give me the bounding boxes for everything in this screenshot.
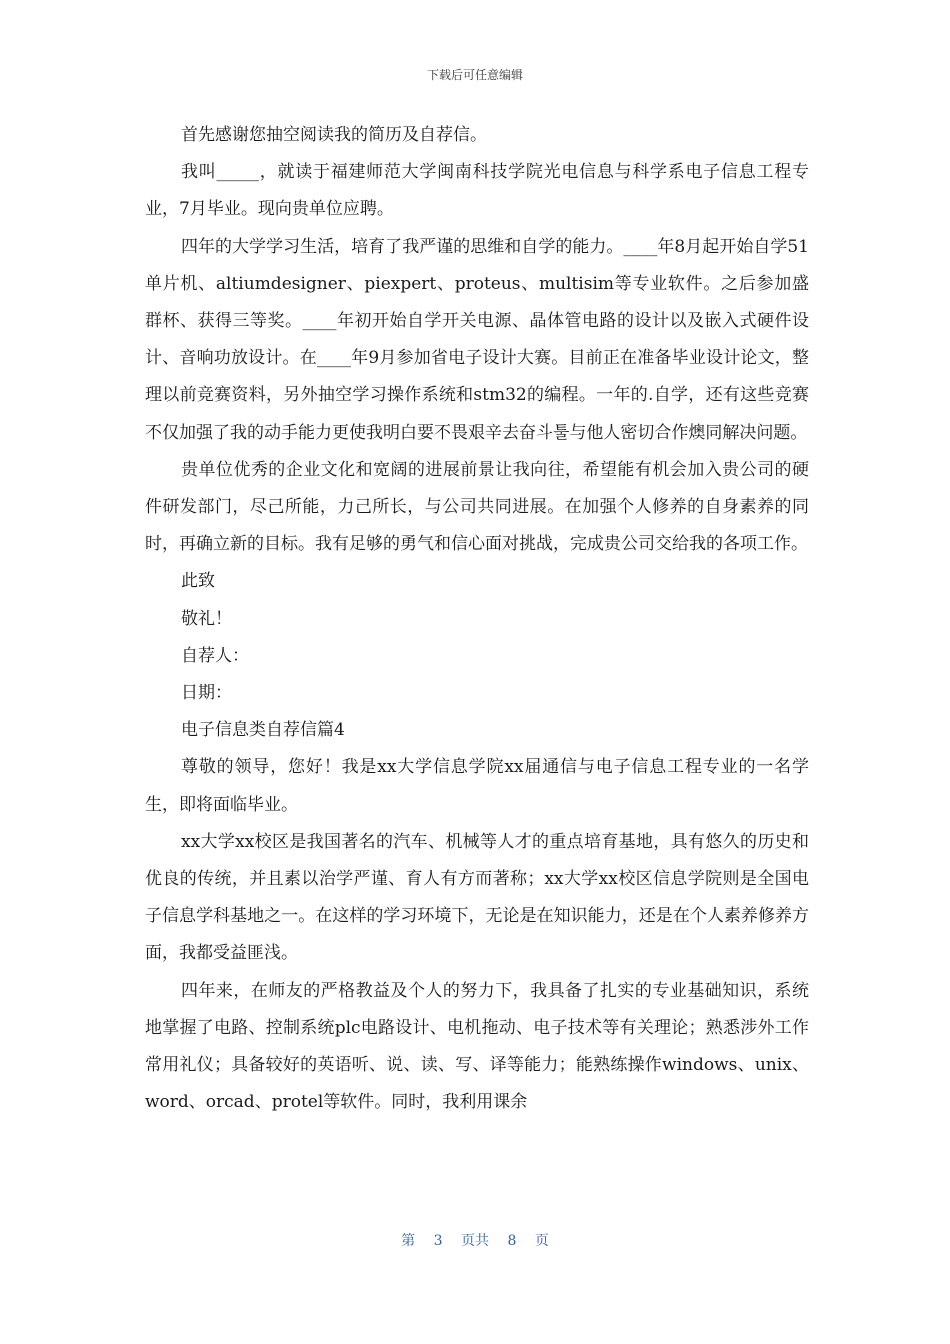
- document-body: [145, 117, 809, 1121]
- paragraph-skills: 四年来，在师友的严格教益及个人的努力下，我具备了扎实的专业基础知识，系统地掌握了电路、控制系统plc电路设计、电机拖动、电子技术等有关理论；熟悉涉外工作常用礼仪；具备较好的英语听、说、读、写、译等能力；能熟练操作windows、unix、word、orcad、protel等软件。同时，我利用课余: [145, 980, 809, 1113]
- paragraph-aspiration: 贵单位优秀的企业文化和宽阔的进展前景让我向往，希望能有机会加入贵公司的硬件研发部门，尽己所能，力己所长，与公司共同进展。在加强个人修养的自身素养的同时，再确立新的目标。我有足够的勇气和信心面对挑战，完成贵公司交给我的各项工作。: [145, 459, 809, 555]
- footer-prefix: 第: [401, 1233, 416, 1249]
- paragraph-university: xx大学xx校区是我国著名的汽车、机械等人才的重点培育基地，具有悠久的历史和优良的传统，并且素以治学严谨、育人有方而著称；xx大学xx校区信息学院则是全国电子信息学科基地之一。在这样的学习环境下，无论是在知识能力，还是在个人素养修养方面，我都受益匪浅。: [145, 831, 809, 964]
- section-title: 电子信息类自荐信篇4: [181, 720, 345, 741]
- footer-suffix: 页: [534, 1233, 549, 1249]
- paragraph-intro: 我叫_____，就读于福建师范大学闽南科技学院光电信息与科学系电子信息工程专业，7月毕业。现向贵单位应聘。: [145, 162, 809, 220]
- page-footer: [0, 1230, 950, 1250]
- paragraph-thanks: 首先感谢您抽空阅读我的简历及自荐信。: [181, 125, 487, 145]
- paragraph-greeting: 尊敬的领导，您好！我是xx大学信息学院xx届通信与电子信息工程专业的一名学生，即将面临毕业。: [145, 757, 809, 815]
- paragraph-study-experience: 四年的大学学习生活，培育了我严谨的思维和自学的能力。____年8月起开始自学51单片机、altiumdesigner、piexpert、proteus、multisim等专业软件。之后参加盛群杯、获得三等奖。____年初开始自学开关电源、晶体管电路的设计以及嵌入式硬件设计、音响功放设计。在____年9月参加省电子设计大赛。目前正在准备毕业设计论文，整理以前竞赛资料，另外抽空学习操作系统和stm32的编程。一年的.自学，还有这些竞赛不仅加强了我的动手能力更使我明白要不畏艰辛去奋斗툴与他人密切合作燠同解决问题。: [145, 236, 809, 443]
- date-line: 日期：: [181, 683, 232, 704]
- footer-middle: 页共: [461, 1233, 489, 1249]
- closing-salutation: 此致: [181, 571, 215, 592]
- page-header-note: 下载后可任意编辑: [426, 68, 523, 82]
- signature-line: 自荐人：: [181, 645, 249, 666]
- footer-total-pages: 8: [507, 1233, 517, 1249]
- closing-regards: 敬礼！: [181, 608, 232, 629]
- footer-current-page: 3: [433, 1233, 443, 1249]
